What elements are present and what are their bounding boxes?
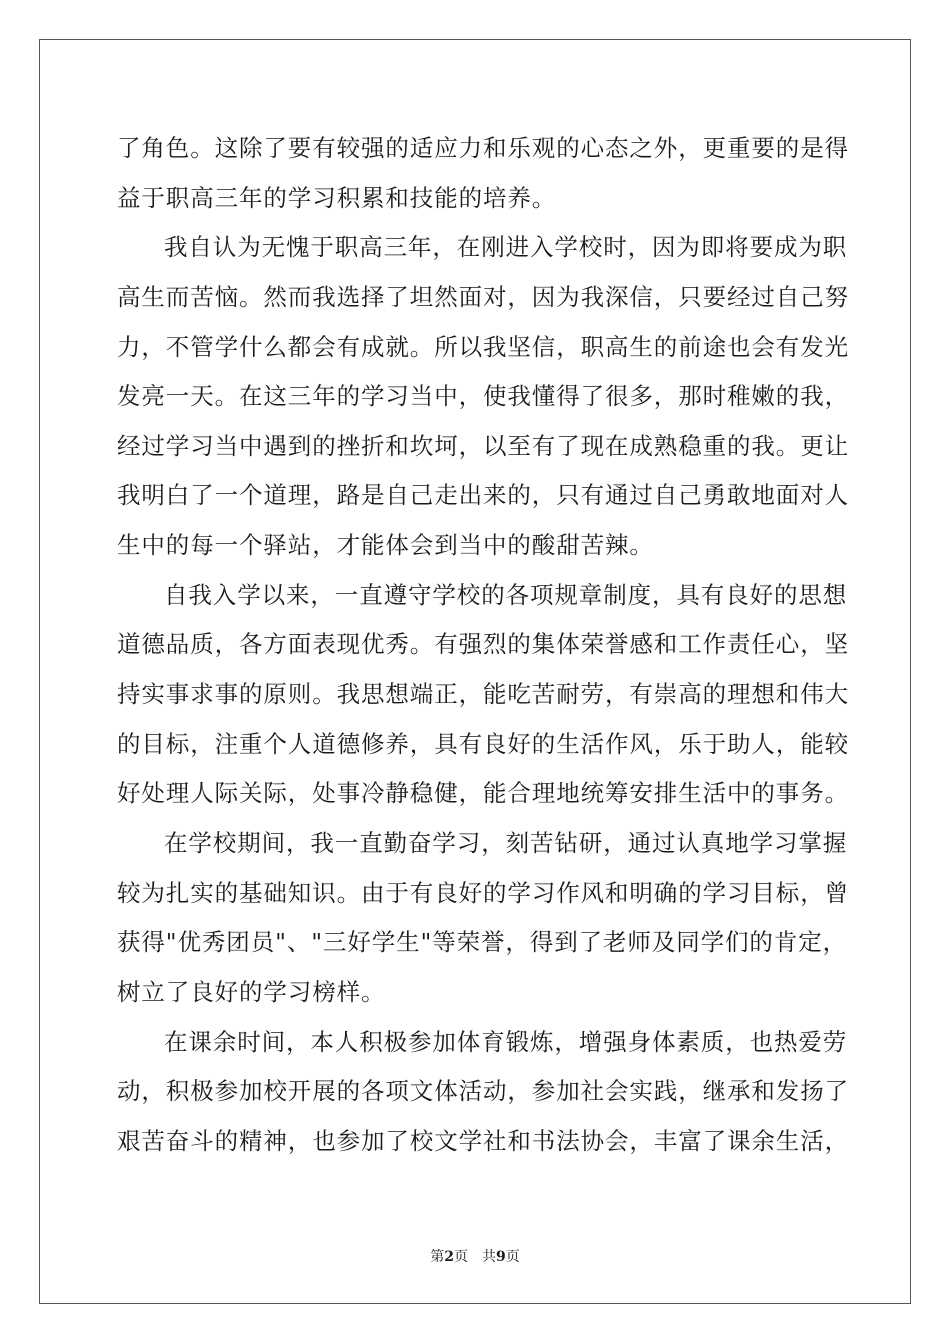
text-line: 较为扎实的基础知识。由于有良好的学习作风和明确的学习目标，曾	[117, 878, 849, 907]
text-line: 了角色。这除了要有较强的适应力和乐观的心态之外，更重要的是得	[117, 134, 849, 162]
document-body	[117, 124, 849, 1166]
text-line: 艰苦奋斗的精神，也参加了校文学社和书法协会，丰富了课余生活，	[117, 1126, 849, 1155]
text-line: 动，积极参加校开展的各项文体活动，参加社会实践，继承和发扬了	[117, 1077, 849, 1106]
text-line: 树立了良好的学习榜样。	[117, 977, 386, 1006]
paragraph-start-line: 自我入学以来，一直遵守学校的各项规章制度，具有良好的思想	[164, 580, 848, 609]
text-line: 经过学习当中遇到的挫折和坎坷，以至有了现在成熟稳重的我。更让	[117, 431, 849, 460]
page-prefix: 第	[430, 1249, 445, 1265]
text-line: 好处理人际关际，处事冷静稳健，能合理地统筹安排生活中的事务。	[117, 779, 849, 808]
paragraph-start-line: 我自认为无愧于职高三年，在刚进入学校时，因为即将要成为职	[164, 233, 848, 262]
total-suffix: 页	[505, 1249, 520, 1265]
text-line: 力，不管学什么都会有成就。所以我坚信，职高生的前途也会有发光	[117, 332, 849, 361]
text-line: 生中的每一个驿站，才能体会到当中的酸甜苦辣。	[117, 531, 654, 560]
page-footer	[0, 1246, 950, 1266]
paragraph-start-line: 在学校期间，我一直勤奋学习，刻苦钻研，通过认真地学习掌握	[164, 828, 848, 857]
text-line: 我明白了一个道理，路是自己走出来的，只有通过自己勇敢地面对人	[117, 481, 849, 510]
text-line: 获得"优秀团员"、"三好学生"等荣誉，得到了老师及同学们的肯定，	[117, 928, 848, 957]
text-line: 的目标，注重个人道德修养，具有良好的生活作风，乐于助人，能较	[117, 729, 849, 758]
total-pages: 9	[496, 1249, 506, 1265]
paragraph-start-line: 在课余时间，本人积极参加体育锻炼，增强身体素质，也热爱劳	[164, 1027, 848, 1056]
text-line: 发亮一天。在这三年的学习当中，使我懂得了很多，那时稚嫩的我，	[117, 382, 849, 411]
text-line: 持实事求事的原则。我思想端正，能吃苦耐劳，有崇高的理想和伟大	[117, 680, 849, 709]
page-number: 2	[444, 1249, 454, 1265]
text-line: 道德品质，各方面表现优秀。有强烈的集体荣誉感和工作责任心，坚	[117, 630, 849, 659]
total-prefix: 共	[482, 1249, 496, 1265]
text-line: 高生而苦恼。然而我选择了坦然面对，因为我深信，只要经过自己努	[117, 282, 849, 311]
page-suffix: 页	[454, 1249, 468, 1265]
text-line: 益于职高三年的学习积累和技能的培养。	[117, 183, 557, 212]
